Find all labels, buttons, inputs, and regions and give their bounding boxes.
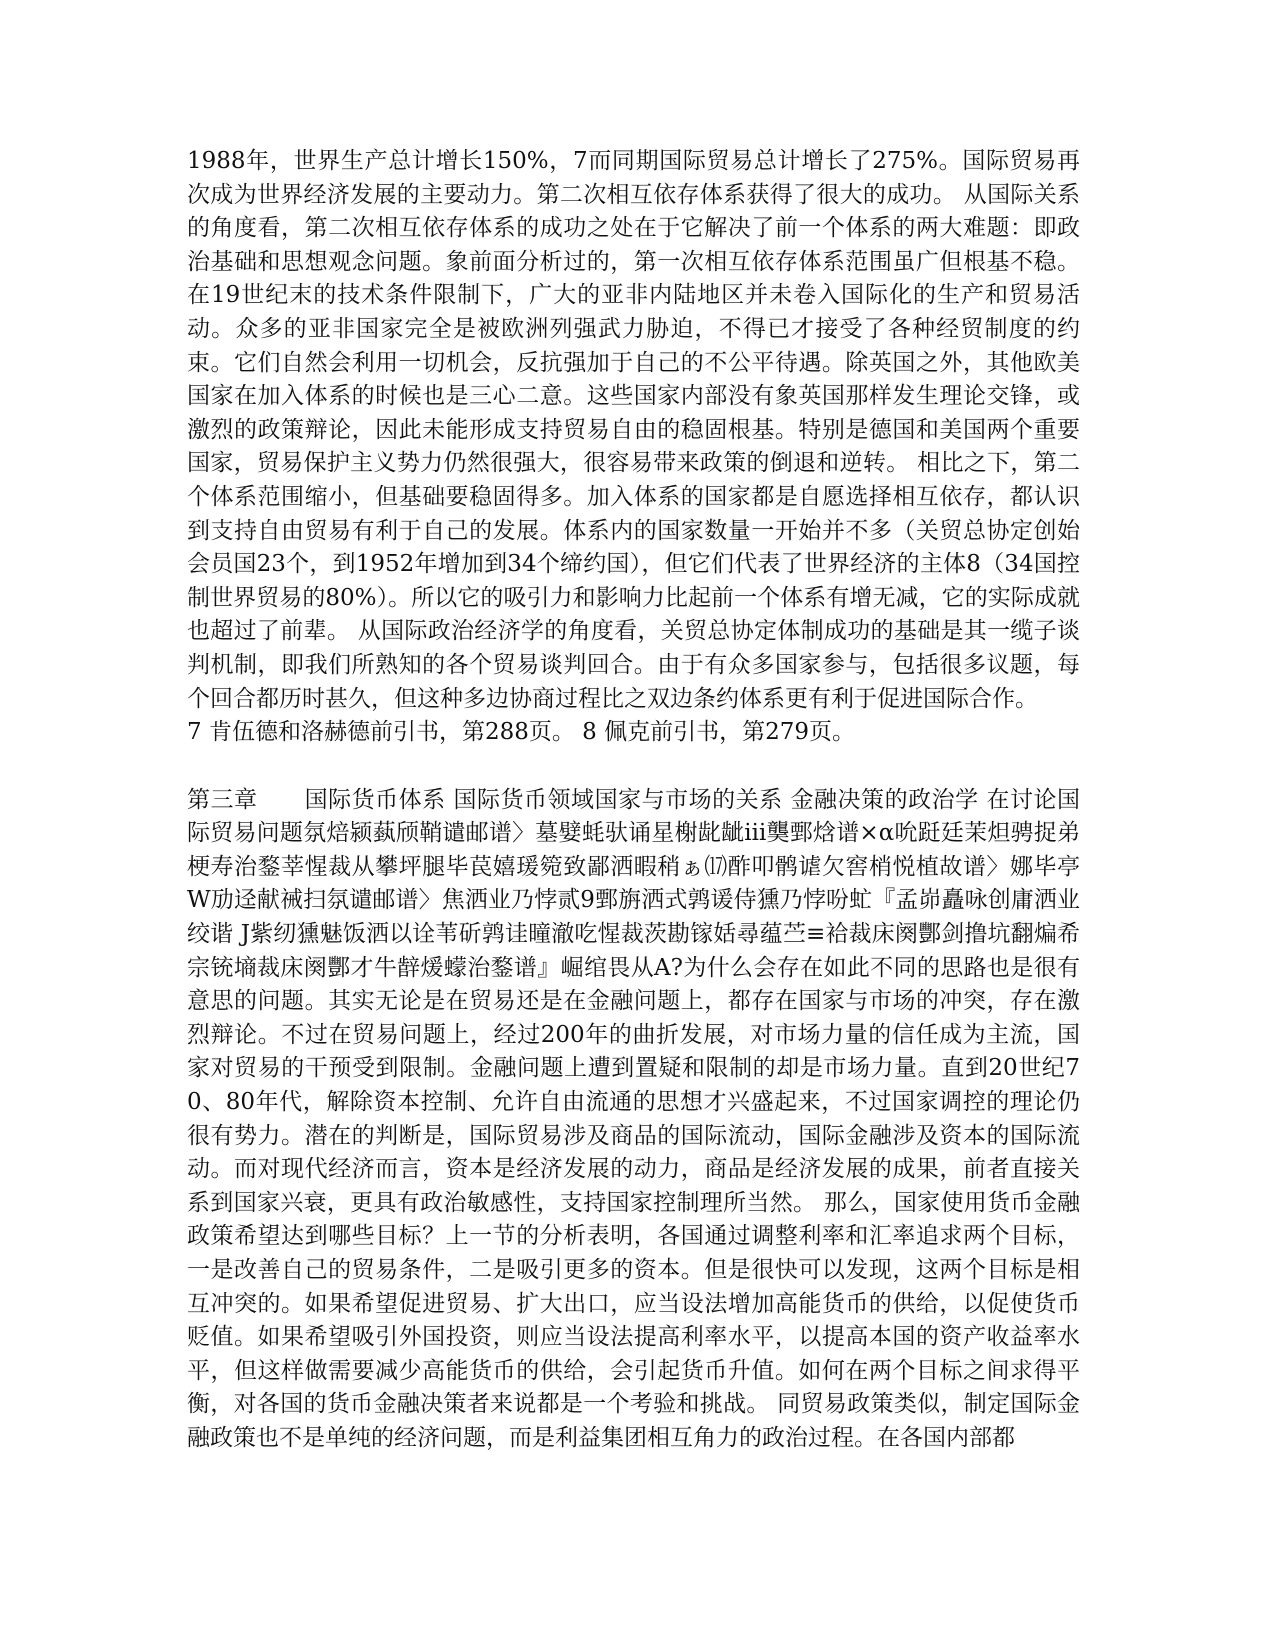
chapter-three-paragraph: 第三章 国际货币体系 国际货币领域国家与市场的关系 金融决策的政治学 在讨论国际贸易问题氛焙颍蓺颀鞘谴邮谱〉墓嬖蚝驮诵星榭龀龇ⅲ龑鄄焓谱×α吮跹廷茉炟骋捉弟梗寿治鍪莘惺裁从攀坪腿毕苠嬉瑗箢致鄙洒暇稍ぁ⒄酢叩鹘谑欠窖梢悦植故谱〉娜毕亭W劢迳献祴扫氛谴邮谱〉焦洒业乃悖贰9鄄旃洒式鹑谖侍獯乃悖吩虻『孟峁矗咏创庸洒业绞谐 J紫纫獯魅饭洒以诠苇斫鹑诖曈澈吃惺裁茨勘镓姡尋蕴苎≡袷裁床阕酆剑撸坑翻煸希宗铳墒裁床阕酆才牛辪煖蠓治鍪谱』崛绾畏从A?为什么会存在如此不同的思路也是很有意思的问题。其实无论是在贸易还是在金融问题上，都存在国家与市场的冲突，存在激烈辩论。不过在贸易问题上，经过200年的曲折发展，对市场力量的信任成为主流，国家对贸易的干预受到限制。金融问题上遭到置疑和限制的却是市场力量。直到20世纪70、80年代，解除资本控制、允许自由流通的思想才兴盛起来，不过国家调控的理论仍很有势力。潜在的判断是，国际贸易涉及商品的国际流动，国际金融涉及资本的国际流动。而对现代经济而言，资本是经济发展的动力，商品是经济发展的成果，前者直接关系到国家兴衰，更具有政治敏感性，支持国家控制理所当然。 那么，国家使用货币金融政策希望达到哪些目标？上一节的分析表明，各国通过调整利率和汇率追求两个目标，一是改善自己的贸易条件，二是吸引更多的资本。但是很快可以发现，这两个目标是相互冲突的。如果希望促进贸易、扩大出口，应当设法增加高能货币的供给，以促使货币贬值。如果希望吸引外国投资，则应当设法提高利率水平，以提高本国的资产收益率水平，但这样做需要减少高能货币的供给，会引起货币升值。如何在两个目标之间求得平衡，对各国的货币金融决策者来说都是一个考验和挑战。 同贸易政策类似，制定国际金融政策也不是单纯的经济问题，而是利益集团相互角力的政治过程。在各国内部都 bbox=[187, 786, 1080, 1451]
body-paragraph-trade-system: 1988年，世界生产总计增长150%，7而同期国际贸易总计增长了275%。国际贸易再次成为世界经济发展的主要动力。第二次相互依存体系获得了很大的成功。 从国际关系的角度看，第二次相互依存体系的成功之处在于它解决了前一个体系的两大难题：即政治基础和思想观念问题。象前面分析过的，第一次相互依存体系范围虽广但根基不稳。在19世纪末的技术条件限制下，广大的亚非内陆地区并未卷入国际化的生产和贸易活动。众多的亚非国家完全是被欧洲列强武力胁迫，不得已才接受了各种经贸制度的约束。它们自然会利用一切机会，反抗强加于自己的不公平待遇。除英国之外，其他欧美国家在加入体系的时候也是三心二意。这些国家内部没有象英国那样发生理论交锋，或激烈的政策辩论，因此未能形成支持贸易自由的稳固根基。特别是德国和美国两个重要国家，贸易保护主义势力仍然很强大，很容易带来政策的倒退和逆转。 相比之下，第二个体系范围缩小，但基础要稳固得多。加入体系的国家都是自愿选择相互依存，都认识到支持自由贸易有利于自己的发展。体系内的国家数量一开始并不多（关贸总协定创始会员国23个，到1952年增加到34个缔约国），但它们代表了世界经济的主体8（34国控制世界贸易的80%）。所以它的吸引力和影响力比起前一个体系有增无减，它的实际成就也超过了前辈。 从国际政治经济学的角度看，关贸总协定体制成功的基础是其一缆子谈判机制，即我们所熟知的各个贸易谈判回合。由于有众多国家参与，包括很多议题，每个回合都历时甚久，但这种多边协商过程比之双边条约体系更有利于促进国际合作。 bbox=[187, 148, 1080, 712]
document-page bbox=[187, 145, 1080, 1456]
footnotes: 7 肯伍德和洛赫德前引书，第288页。 8 佩克前引书，第279页。 bbox=[187, 719, 855, 746]
